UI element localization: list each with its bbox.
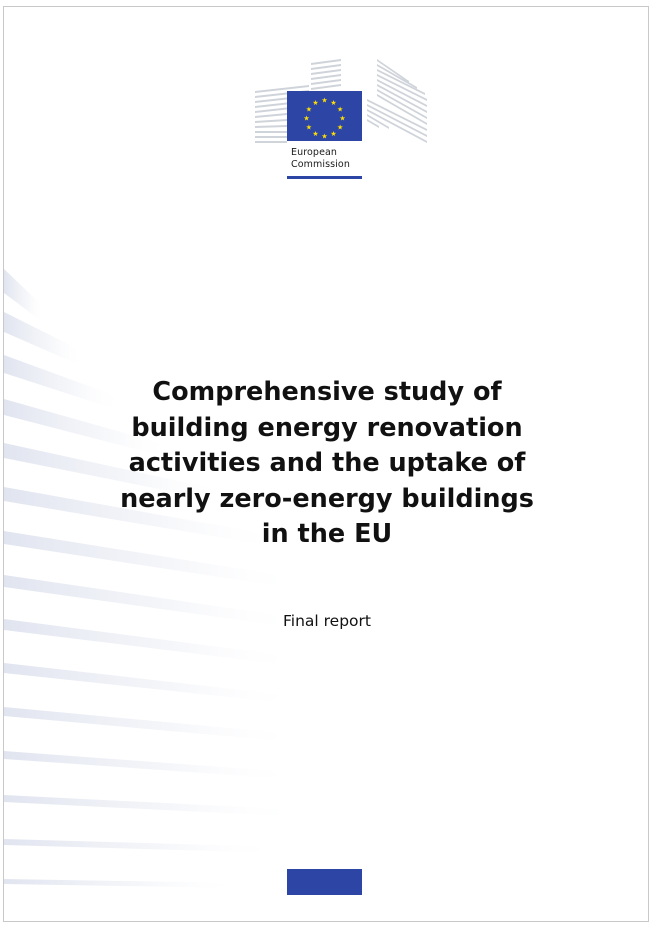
svg-text:★: ★	[321, 132, 328, 141]
logo-line-2: Commission	[291, 159, 350, 170]
svg-text:★: ★	[330, 98, 337, 107]
bottom-brand-bar	[287, 869, 362, 895]
european-commission-logo	[249, 55, 429, 183]
svg-text:★: ★	[312, 98, 319, 107]
eu-flag-icon	[287, 91, 362, 141]
eu-stars-icon	[287, 91, 362, 141]
report-subtitle: Final report	[283, 612, 371, 630]
title-line-1: Comprehensive study of	[152, 377, 502, 407]
svg-text:★: ★	[336, 123, 344, 132]
svg-text:★: ★	[336, 105, 344, 114]
logo-underline	[287, 176, 362, 179]
title-line-5: in the EU	[261, 519, 393, 549]
logo-wordmark	[291, 147, 350, 171]
svg-text:★: ★	[303, 114, 310, 123]
logo-line-1: European	[291, 147, 338, 158]
svg-text:★: ★	[305, 123, 313, 132]
document-page	[3, 6, 649, 922]
svg-text:★: ★	[321, 96, 328, 105]
svg-text:★: ★	[305, 105, 313, 114]
title-line-2: building energy renovation	[131, 412, 523, 443]
title-line-3: activities and the uptake of	[128, 448, 526, 478]
svg-text:★: ★	[312, 130, 319, 139]
svg-text:★: ★	[330, 130, 337, 139]
svg-text:★: ★	[339, 114, 346, 123]
title-line-4: nearly zero-energy buildings	[120, 483, 534, 514]
report-title	[64, 375, 590, 553]
